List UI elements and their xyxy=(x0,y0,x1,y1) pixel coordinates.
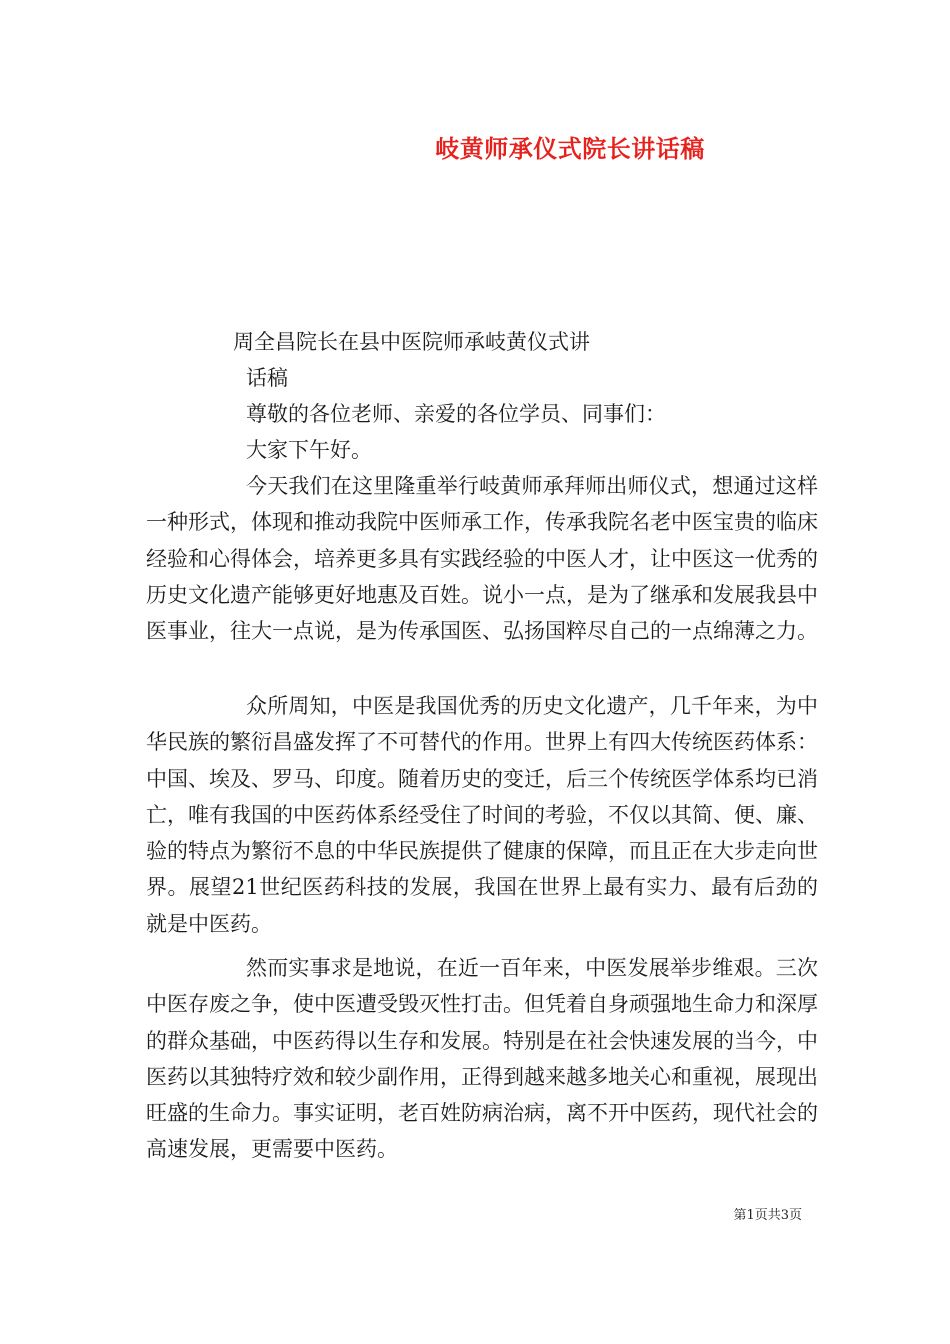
salutation: 尊敬的各位老师、亲爱的各位学员、同事们： xyxy=(246,402,666,426)
subtitle-line-1: 周全昌院长在县中医院师承岐黄仪式讲 xyxy=(233,330,590,354)
paragraph-2: 众所周知，中医是我国优秀的历史文化遗产，几千年来，为中华民族的繁衍昌盛发挥了不可替代的作用。世界上有四大传统医药体系：中国、埃及、罗马、印度。随着历史的变迁，后三个传统医学体系均已消亡，唯有我国的中医药体系经受住了时间的考验，不仅以其简、便、廉、验的特点为繁衍不息的中华民族提供了健康的保障，而且正在大步走向世界。展望21世纪医药科技的发展，我国在世界上最有实力、最有后劲的就是中医药。 xyxy=(146,694,818,936)
paragraph-1: 今天我们在这里隆重举行岐黄师承拜师出师仪式，想通过这样一种形式，体现和推动我院中医师承工作，传承我院名老中医宝贵的临床经验和心得体会，培养更多具有实践经验的中医人才，让中医这一优秀的历史文化遗产能够更好地惠及百姓。说小一点，是为了继承和发展我县中医事业，往大一点说，是为传承国医、弘扬国粹尽自己的一点绵薄之力。 xyxy=(146,474,818,644)
subtitle-line-2: 话稿 xyxy=(246,366,288,390)
greeting: 大家下午好。 xyxy=(246,438,372,462)
paragraph-3: 然而实事求是地说，在近一百年来，中医发展举步维艰。三次中医存废之争，使中医遭受毁灭性打击。但凭着自身顽强地生命力和深厚的群众基础，中医药得以生存和发展。特别是在社会快速发展的当今，中医药以其独特疗效和较少副作用，正得到越来越多地关心和重视，展现出旺盛的生命力。事实证明，老百姓防病治病，离不开中医药，现代社会的高速发展，更需要中医药。 xyxy=(146,956,818,1162)
page-title: 岐黄师承仪式院长讲话稿 xyxy=(435,134,705,163)
page-footer: 第1页共3页 xyxy=(733,1208,802,1223)
